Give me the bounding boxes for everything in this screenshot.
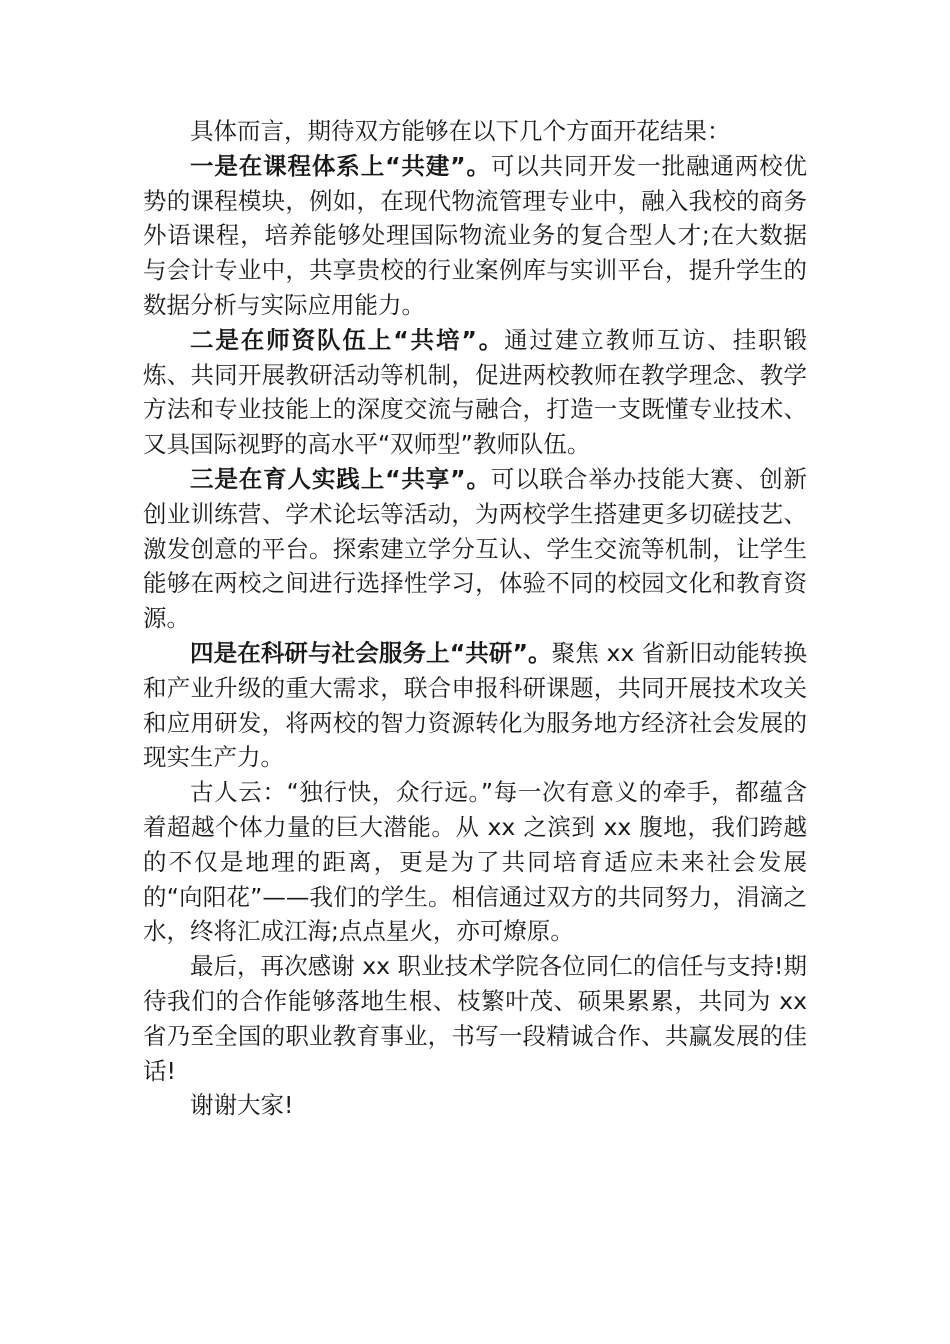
paragraph-body: 可以共同开发一批融通两校优势的课程模块，例如，在现代物流管理专业中，融入我校的商务外语课程，培养能够处理国际物流业务的复合型人才;在大数据与会计专业中，共享贵校的行业案例库与实训平台，提升学生的数据分析与实际应用能力。 [143, 151, 808, 319]
paragraph-body: 最后，再次感谢 xx 职业技术学院各位同仁的信任与支持!期待我们的合作能够落地生根、枝繁叶茂、硕果累累，共同为 xx 省乃至全国的职业教育事业，书写一段精诚合作、共赢发展的佳话! [143, 952, 807, 1085]
paragraph-body: 古人云：“独行快，众行远。”每一次有意义的牵手，都蕴含着超越个体力量的巨大潜能。从 xx 之滨到 xx 腹地，我们跨越的不仅是地理的距离，更是为了共同培育适应未来社会发展的“向阳花”——我们的学生。相信通过双方的共同努力，涓滴之水，终将汇成江海;点点星火，亦可燎原。 [143, 778, 807, 946]
paragraph-intro [143, 114, 807, 149]
paragraph-closing [143, 949, 807, 1088]
paragraph-lead: 一是在课程体系上“共建”。 [190, 151, 491, 180]
paragraph-body: 通过建立教师互访、挂职锻炼、共同开展教研活动等机制，促进两校教师在教学理念、教学方法和专业技能上的深度交流与融合，打造一支既懂专业技术、又具国际视野的高水平“双师型”教师队伍。 [143, 325, 808, 459]
document-page [143, 114, 807, 1123]
paragraph-thanks [143, 1088, 807, 1123]
paragraph-lead: 四是在科研与社会服务上“共研”。 [190, 638, 552, 667]
paragraph-lead: 三是在育人实践上“共享”。 [190, 464, 491, 493]
paragraph-curriculum [143, 149, 807, 323]
paragraph-faculty [143, 323, 807, 462]
paragraph-body: 谢谢大家! [190, 1091, 294, 1120]
paragraph-body: 具体而言，期待双方能够在以下几个方面开花结果： [190, 117, 731, 145]
paragraph-practice [143, 462, 807, 636]
paragraph-proverb [143, 775, 807, 949]
paragraph-lead: 二是在师资队伍上“共培”。 [190, 325, 505, 354]
paragraph-body: 聚焦 xx 省新旧动能转换和产业升级的重大需求，联合申报科研课题，共同开展技术攻关和应用研发，将两校的智力资源转化为服务地方经济社会发展的现实生产力。 [143, 638, 807, 772]
paragraph-research [143, 636, 807, 775]
paragraph-body: 可以联合举办技能大赛、创新创业训练营、学术论坛等活动，为两校学生搭建更多切磋技艺、激发创意的平台。探索建立学分互认、学生交流等机制，让学生能够在两校之间进行选择性学习，体验不同的校园文化和教育资源。 [143, 464, 808, 633]
